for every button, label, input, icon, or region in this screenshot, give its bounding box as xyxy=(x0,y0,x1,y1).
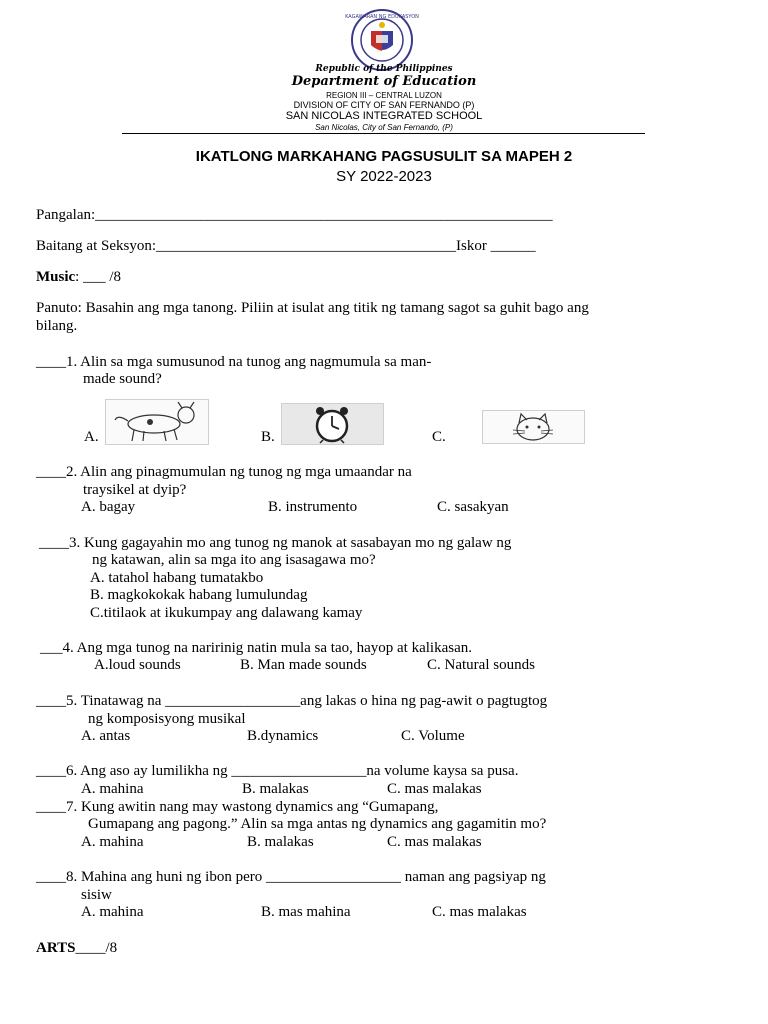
q5-text-2: ng komposisyong musikal xyxy=(88,711,246,727)
q5-text: ____5. Tinatawag na __________________ang lakas o hina ng pag-awit o pagtugtog xyxy=(36,693,548,709)
q3-text-2: ng katawan, alin sa mga ito ang isasagawa mo? xyxy=(92,552,376,568)
dog-drawing-icon xyxy=(105,399,209,445)
name-field[interactable]: Pangalan:_____________________________________________________________ xyxy=(36,207,553,223)
q4-text: ___4. Ang mga tunog na naririnig natin mula sa tao, hayop at kalikasan. xyxy=(40,640,472,656)
q1-choice-c: C. xyxy=(432,429,446,445)
arts-section-label: ARTS____/8 xyxy=(36,940,118,956)
q7-text-2: Gumapang ang pagong.” Alin sa mga antas ng dynamics ang gagamitin mo? xyxy=(88,816,547,832)
instructions-line2: bilang. xyxy=(36,318,78,334)
q8-text: ____8. Mahina ang huni ng ibon pero __________________ naman ang pagsiyap ng xyxy=(36,869,546,885)
q5-choice-a: A. antas xyxy=(81,728,131,744)
q2-text-2: traysikel at dyip? xyxy=(83,482,187,498)
q2-choice-a: A. bagay xyxy=(81,499,136,515)
school-year: SY 2022-2023 xyxy=(336,168,432,185)
q1-text: ____1. Alin sa mga sumusunod na tunog ang nagmumula sa man- xyxy=(36,354,432,370)
q7-text: ____7. Kung awitin nang may wastong dynamics ang “Gumapang, xyxy=(36,799,439,815)
q8-text-2: sisiw xyxy=(81,887,112,903)
exam-title: IKATLONG MARKAHANG PAGSUSULIT SA MAPEH 2 xyxy=(195,148,573,165)
q5-choice-b: B.dynamics xyxy=(247,728,319,744)
q7-choice-a: A. mahina xyxy=(81,834,144,850)
q3-choice-c: C.titilaok at ikukumpay ang dalawang kamay xyxy=(90,605,363,621)
q3-choice-b: B. magkokokak habang lumulundag xyxy=(90,587,308,603)
q4-choice-a: A.loud sounds xyxy=(94,657,181,673)
q6-text: ____6. Ang aso ay lumilikha ng __________________na volume kaysa sa pusa. xyxy=(36,763,519,779)
instructions-line1: Panuto: Basahin ang mga tanong. Piliin at isulat ang titik ng tamang sagot sa guhit bago ang xyxy=(36,300,589,316)
q3-choice-a: A. tatahol habang tumatakbo xyxy=(90,570,264,586)
department-line: Department of Education xyxy=(291,74,477,89)
header-divider xyxy=(122,133,645,134)
q2-choice-c: C. sasakyan xyxy=(437,499,509,515)
school-name: SAN NICOLAS INTEGRATED SCHOOL xyxy=(285,110,483,122)
q8-choice-b: B. mas mahina xyxy=(261,904,351,920)
music-section-label: Music: ___ /8 xyxy=(36,269,122,285)
q7-choice-b: B. malakas xyxy=(247,834,314,850)
q4-choice-b: B. Man made sounds xyxy=(240,657,367,673)
q4-choice-c: C. Natural sounds xyxy=(427,657,535,673)
deped-seal-icon xyxy=(345,9,419,71)
q8-choice-a: A. mahina xyxy=(81,904,144,920)
q7-choice-c: C. mas malakas xyxy=(387,834,482,850)
q6-choice-a: A. mahina xyxy=(81,781,144,797)
q2-text: ____2. Alin ang pinagmumulan ng tunog ng mga umaandar na xyxy=(36,464,412,480)
school-address: San Nicolas, City of San Fernando, (P) xyxy=(315,123,453,132)
q3-text: ____3. Kung gagayahin mo ang tunog ng manok at sasabayan mo ng galaw ng xyxy=(39,535,512,551)
grade-section-score-field[interactable]: Baitang at Seksyon:________________________________________Iskor ______ xyxy=(36,238,536,254)
q1-choice-a: A. xyxy=(84,429,99,445)
q6-choice-b: B. malakas xyxy=(242,781,309,797)
q6-choice-c: C. mas malakas xyxy=(387,781,482,797)
svg-text:KAGAWARAN NG EDUKASYON: KAGAWARAN NG EDUKASYON xyxy=(345,14,419,20)
region-line: REGION III – CENTRAL LUZON xyxy=(326,91,442,100)
q5-choice-c: C. Volume xyxy=(401,728,465,744)
q1-choice-b: B. xyxy=(261,429,275,445)
q1-text-2: made sound? xyxy=(83,371,162,387)
republic-line: Republic of the Philippines xyxy=(315,64,453,74)
q2-choice-b: B. instrumento xyxy=(268,499,358,515)
division-line: DIVISION OF CITY OF SAN FERNANDO (P) xyxy=(293,100,475,110)
alarm-clock-drawing-icon xyxy=(281,403,384,445)
cat-drawing-icon xyxy=(482,410,585,444)
q8-choice-c: C. mas malakas xyxy=(432,904,527,920)
